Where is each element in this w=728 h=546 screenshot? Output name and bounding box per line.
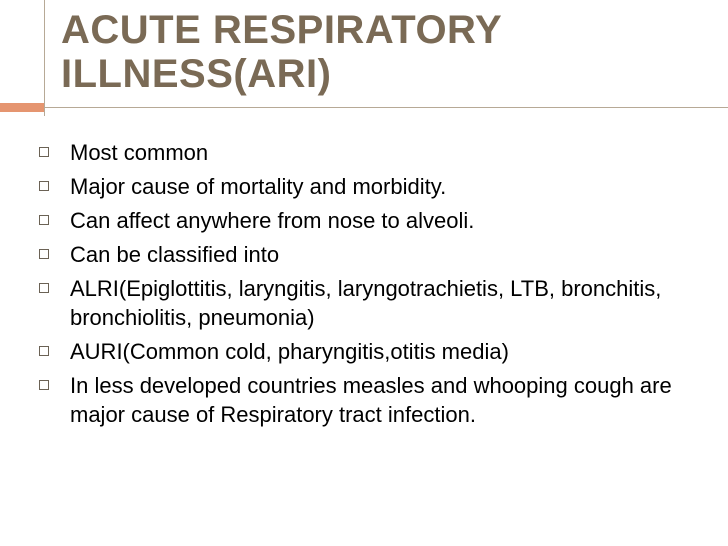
square-bullet-icon <box>39 346 49 356</box>
title-line-1: ACUTE RESPIRATORY <box>61 8 503 52</box>
title-divider <box>44 107 728 108</box>
title-divider-vertical <box>44 0 45 116</box>
bullet-item <box>36 274 716 332</box>
bullet-text: AURI(Common cold, pharyngitis,otitis media) <box>70 339 509 364</box>
bullet-item <box>36 371 716 429</box>
bullet-list <box>36 138 716 434</box>
bullet-text: Major cause of mortality and morbidity. <box>70 174 447 199</box>
square-bullet-icon <box>39 181 49 191</box>
bullet-item <box>36 172 716 201</box>
bullet-text: Can be classified into <box>70 242 280 267</box>
bullet-text: In less developed countries measles and whooping cough are major cause of Respiratory tract infection. <box>70 373 672 427</box>
square-bullet-icon <box>39 215 49 225</box>
square-bullet-icon <box>39 147 49 157</box>
slide-title <box>61 8 701 96</box>
title-line-2: ILLNESS(ARI) <box>61 52 332 96</box>
bullet-text: Most common <box>70 140 209 165</box>
square-bullet-icon <box>39 380 49 390</box>
bullet-text: Can affect anywhere from nose to alveoli. <box>70 208 475 233</box>
bullet-item <box>36 240 716 269</box>
bullet-item <box>36 138 716 167</box>
bullet-item <box>36 337 716 366</box>
square-bullet-icon <box>39 283 49 293</box>
title-accent-bar <box>0 103 44 112</box>
square-bullet-icon <box>39 249 49 259</box>
bullet-item <box>36 206 716 235</box>
bullet-text: ALRI(Epiglottitis, laryngitis, laryngotrachietis, LTB, bronchitis, bronchiolitis, pneumonia) <box>70 276 662 330</box>
